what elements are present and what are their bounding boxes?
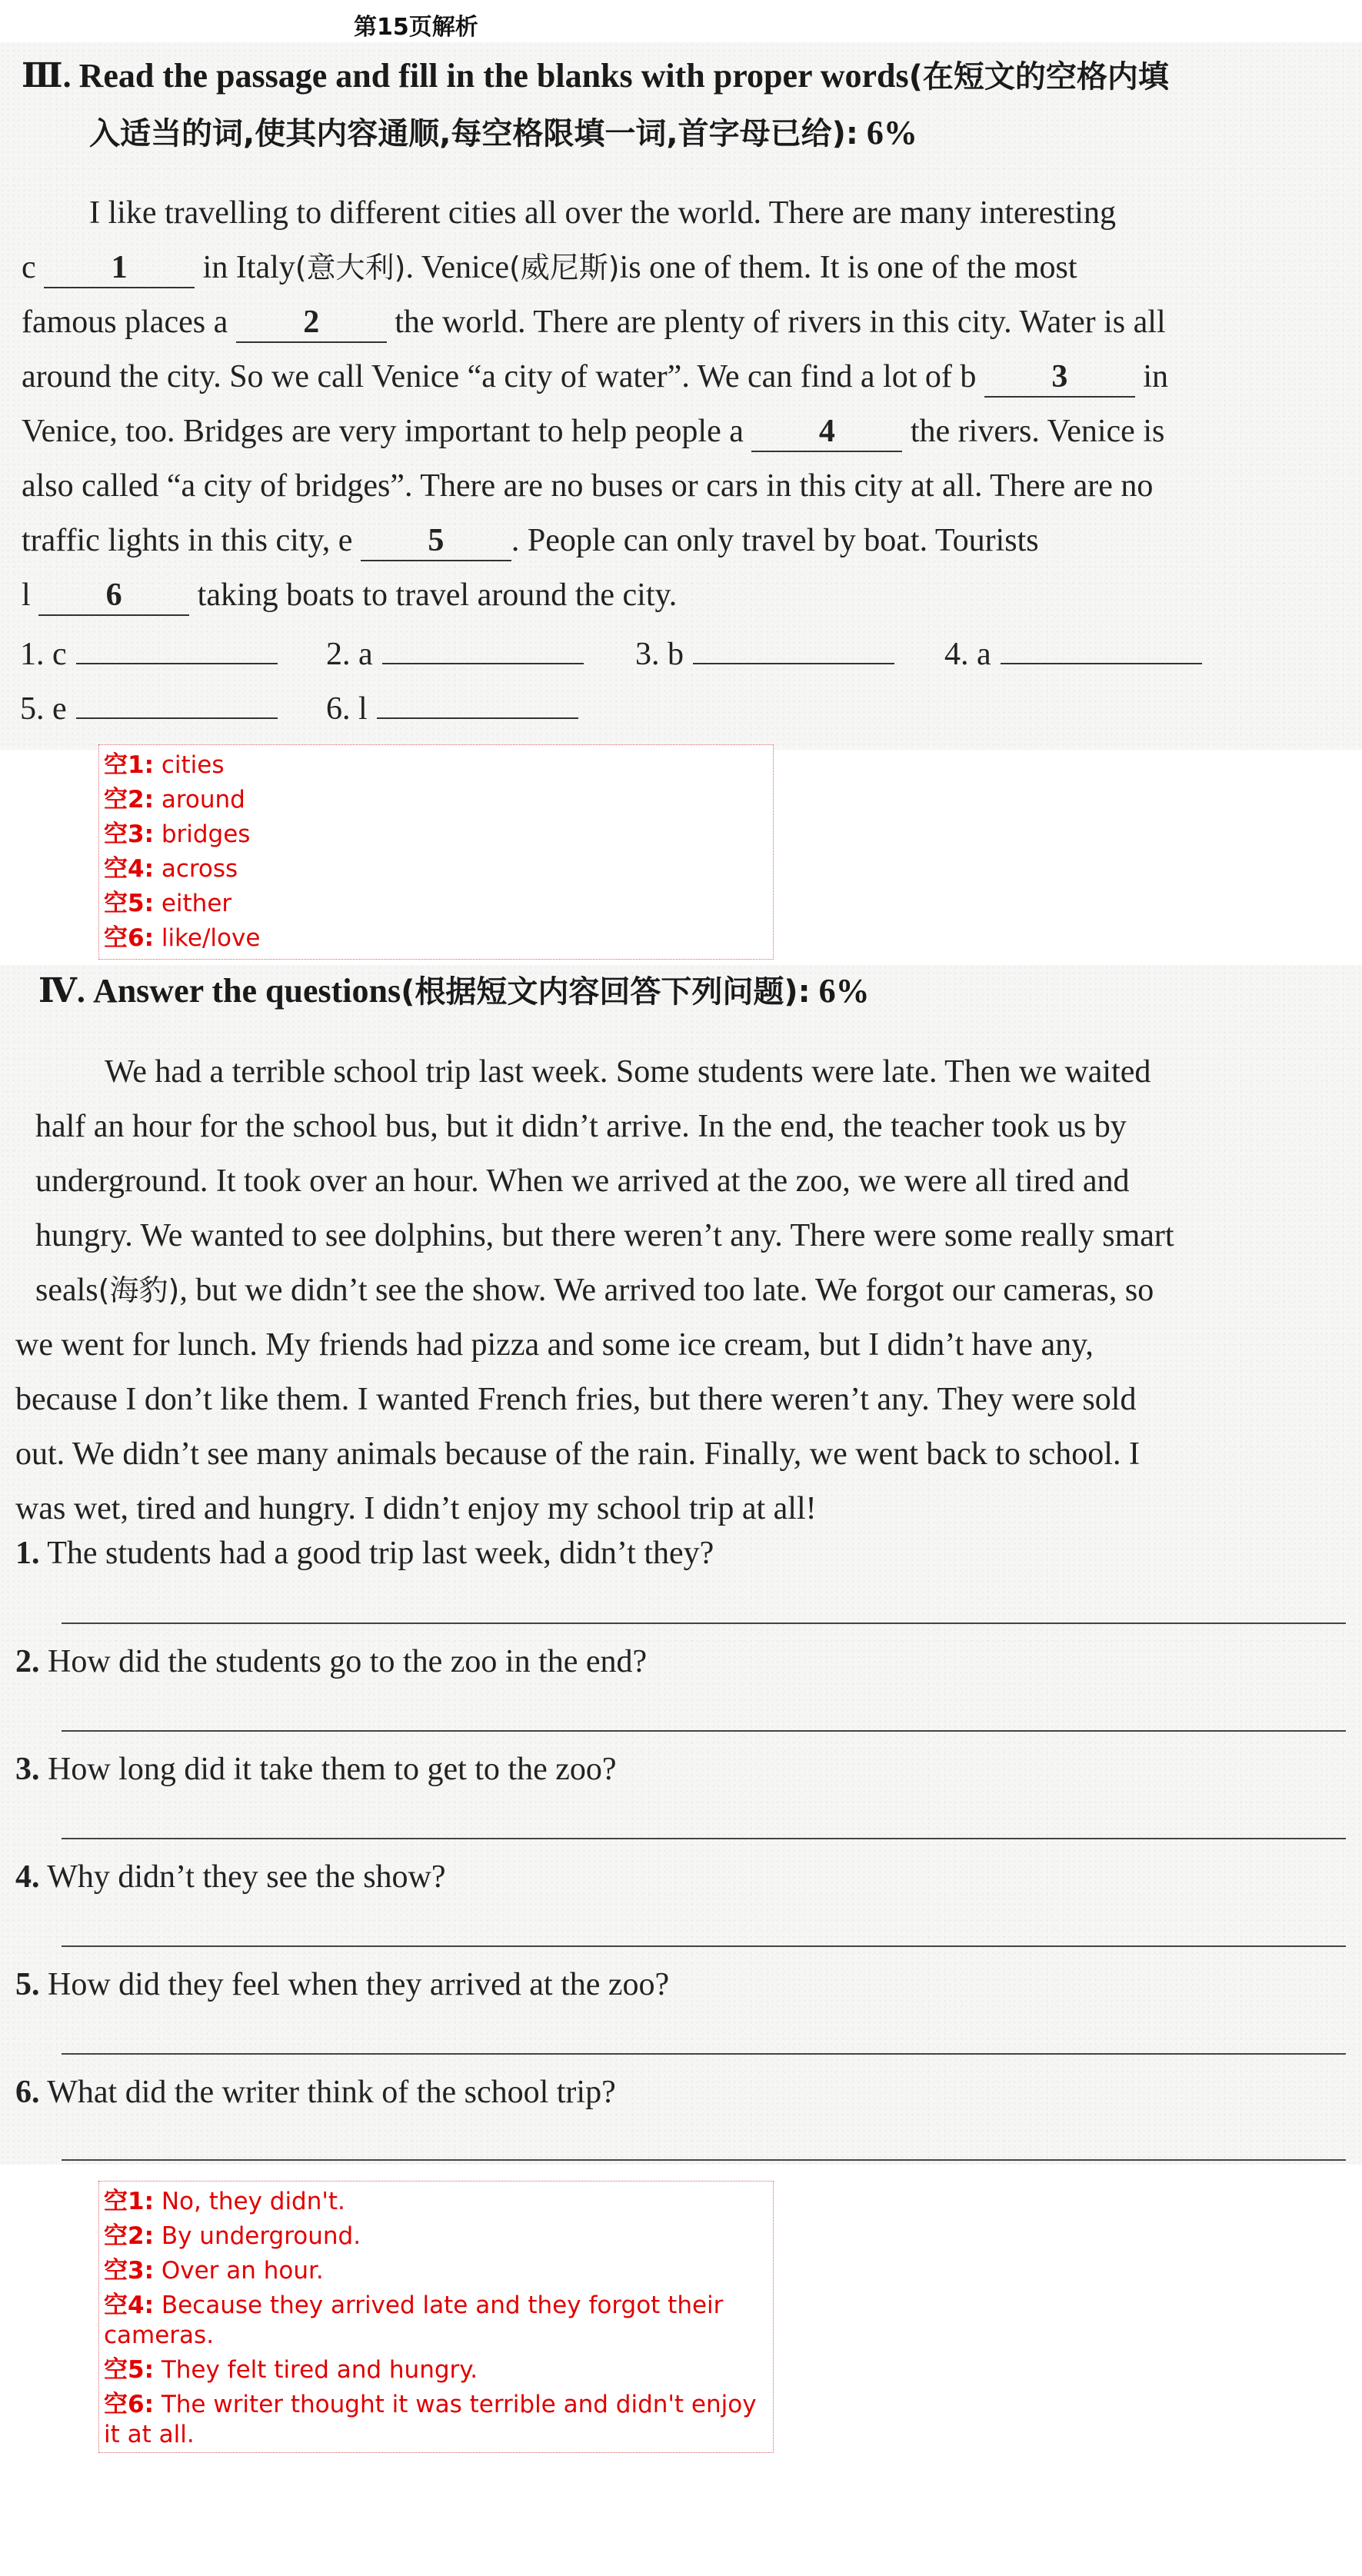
question-2: 2. How did the students go to the zoo in the end? <box>15 1644 648 1679</box>
answer-item: 空3: bridges <box>104 820 251 848</box>
passage-3-line-2: c 1 in Italy(意大利). Venice(威尼斯)is one of them. It is one of the most <box>0 241 1362 295</box>
option-1: 1. c <box>20 623 278 682</box>
section-3-title-line-2 <box>89 105 917 162</box>
blank-4[interactable]: 4 <box>751 408 902 452</box>
section-4-score: 6% <box>818 972 870 1010</box>
passage-3-line-1: I like travelling to different cities all over the world. There are many interesting <box>89 195 1116 231</box>
option-5: 5. e <box>20 677 278 737</box>
section-3-title-cn-1: (在短文的空格内填 <box>908 59 1169 95</box>
answer-line-2[interactable] <box>62 1730 1346 1732</box>
passage-4-line-9: was wet, tired and hungry. I didn’t enjoy my school trip at all! <box>15 1491 817 1526</box>
option-3: 3. b <box>635 623 894 682</box>
passage-3-line-7: traffic lights in this city, e 5 . People can only travel by boat. Tourists <box>0 514 1362 568</box>
option-2-line[interactable] <box>382 623 584 664</box>
answer-item: 空2: around <box>104 786 245 814</box>
blank-5[interactable]: 5 <box>361 517 511 561</box>
option-1-line[interactable] <box>76 623 278 664</box>
passage-3-line-4: around the city. So we call Venice “a city of water”. We can find a lot of b 3 in <box>0 350 1362 404</box>
blank-2[interactable]: 2 <box>236 298 387 343</box>
question-6: 6. What did the writer think of the school trip? <box>15 2075 616 2110</box>
answer-item: 空6: The writer thought it was terrible and didn't enjoy it at all. <box>104 2391 757 2448</box>
page-header: 第15页解析 <box>354 14 478 41</box>
answer-item: 空5: either <box>104 890 232 917</box>
option-4-line[interactable] <box>1001 623 1202 664</box>
option-6-line[interactable] <box>377 677 578 719</box>
section-4-title-en: Answer the questions <box>92 972 401 1010</box>
answer-item: 空1: No, they didn't. <box>104 2188 345 2215</box>
passage-4-line-5: seals(海豹), but we didn’t see the show. We arrived too late. We forgot our cameras, so <box>35 1273 1154 1308</box>
option-6: 6. l <box>326 677 578 737</box>
passage-3-line-3: famous places a 2 the world. There are plenty of rivers in this city. Water is all <box>0 295 1362 350</box>
passage-4-line-3: underground. It took over an hour. When we arrived at the zoo, we were all tired and <box>35 1163 1130 1199</box>
passage-3-line-5: Venice, too. Bridges are very important to help people a 4 the rivers. Venice is <box>0 404 1362 459</box>
blank-1[interactable]: 1 <box>44 244 195 288</box>
section-3-title-cn-2: 入适当的词,使其内容通顺,每空格限填一词,首字母已给): <box>89 116 858 151</box>
answer-line-1[interactable] <box>62 1622 1346 1624</box>
section-4-numeral: Ⅳ. <box>38 972 85 1010</box>
answer-item: 空4: Because they arrived late and they forgot their cameras. <box>104 2291 724 2349</box>
answer-line-5[interactable] <box>62 2053 1346 2055</box>
option-3-line[interactable] <box>693 623 894 664</box>
answer-item: 空3: Over an hour. <box>104 2257 324 2285</box>
option-4: 4. a <box>944 623 1202 682</box>
passage-3-line-6: also called “a city of bridges”. There are no buses or cars in this city at all. There are no <box>22 468 1154 504</box>
section-4-title <box>38 963 870 1020</box>
section-3-score: 6% <box>866 114 917 151</box>
passage-4-line-4: hungry. We wanted to see dolphins, but there weren’t any. There were some really smart <box>35 1218 1174 1253</box>
options-row-2 <box>0 677 1362 732</box>
answer-box-section-4 <box>98 2181 774 2453</box>
blank-3[interactable]: 3 <box>984 353 1135 398</box>
answer-item: 空2: By underground. <box>104 2222 361 2250</box>
passage-4-line-6: we went for lunch. My friends had pizza and some ice cream, but I didn’t have any, <box>15 1327 1094 1363</box>
answer-item: 空1: cities <box>104 751 225 779</box>
question-3: 3. How long did it take them to get to the zoo? <box>15 1752 617 1787</box>
section-3-numeral: Ⅲ. <box>22 57 72 95</box>
passage-4-line-1: We had a terrible school trip last week. Some students were late. Then we waited <box>105 1054 1151 1090</box>
question-5: 5. How did they feel when they arrived at the zoo? <box>15 1967 670 2002</box>
passage-4-line-2: half an hour for the school bus, but it didn’t arrive. In the end, the teacher took us by <box>35 1109 1127 1144</box>
section-4-title-cn: (根据短文内容回答下列问题): <box>401 974 811 1010</box>
answer-item: 空4: across <box>104 855 238 883</box>
answer-box-section-3 <box>98 744 774 960</box>
passage-4-line-7: because I don’t like them. I wanted French fries, but there weren’t any. They were sold <box>15 1382 1137 1417</box>
options-row-1 <box>0 623 1362 677</box>
option-5-line[interactable] <box>76 677 278 719</box>
section-3-title-en: Read the passage and fill in the blanks with proper words <box>78 57 909 95</box>
answer-item: 空6: like/love <box>104 924 261 952</box>
answer-line-6[interactable] <box>62 2159 1346 2161</box>
answer-line-4[interactable] <box>62 1945 1346 1947</box>
answer-item: 空5: They felt tired and hungry. <box>104 2356 478 2384</box>
answer-line-3[interactable] <box>62 1838 1346 1839</box>
option-2: 2. a <box>326 623 584 682</box>
question-1: 1. The students had a good trip last week, didn’t they? <box>15 1536 714 1571</box>
passage-4-line-8: out. We didn’t see many animals because of the rain. Finally, we went back to school. I <box>15 1436 1140 1472</box>
passage-3-line-8: l 6 taking boats to travel around the city. <box>0 568 1362 623</box>
question-4: 4. Why didn’t they see the show? <box>15 1859 446 1895</box>
blank-6[interactable]: 6 <box>38 571 189 616</box>
section-3-title <box>22 48 1169 105</box>
